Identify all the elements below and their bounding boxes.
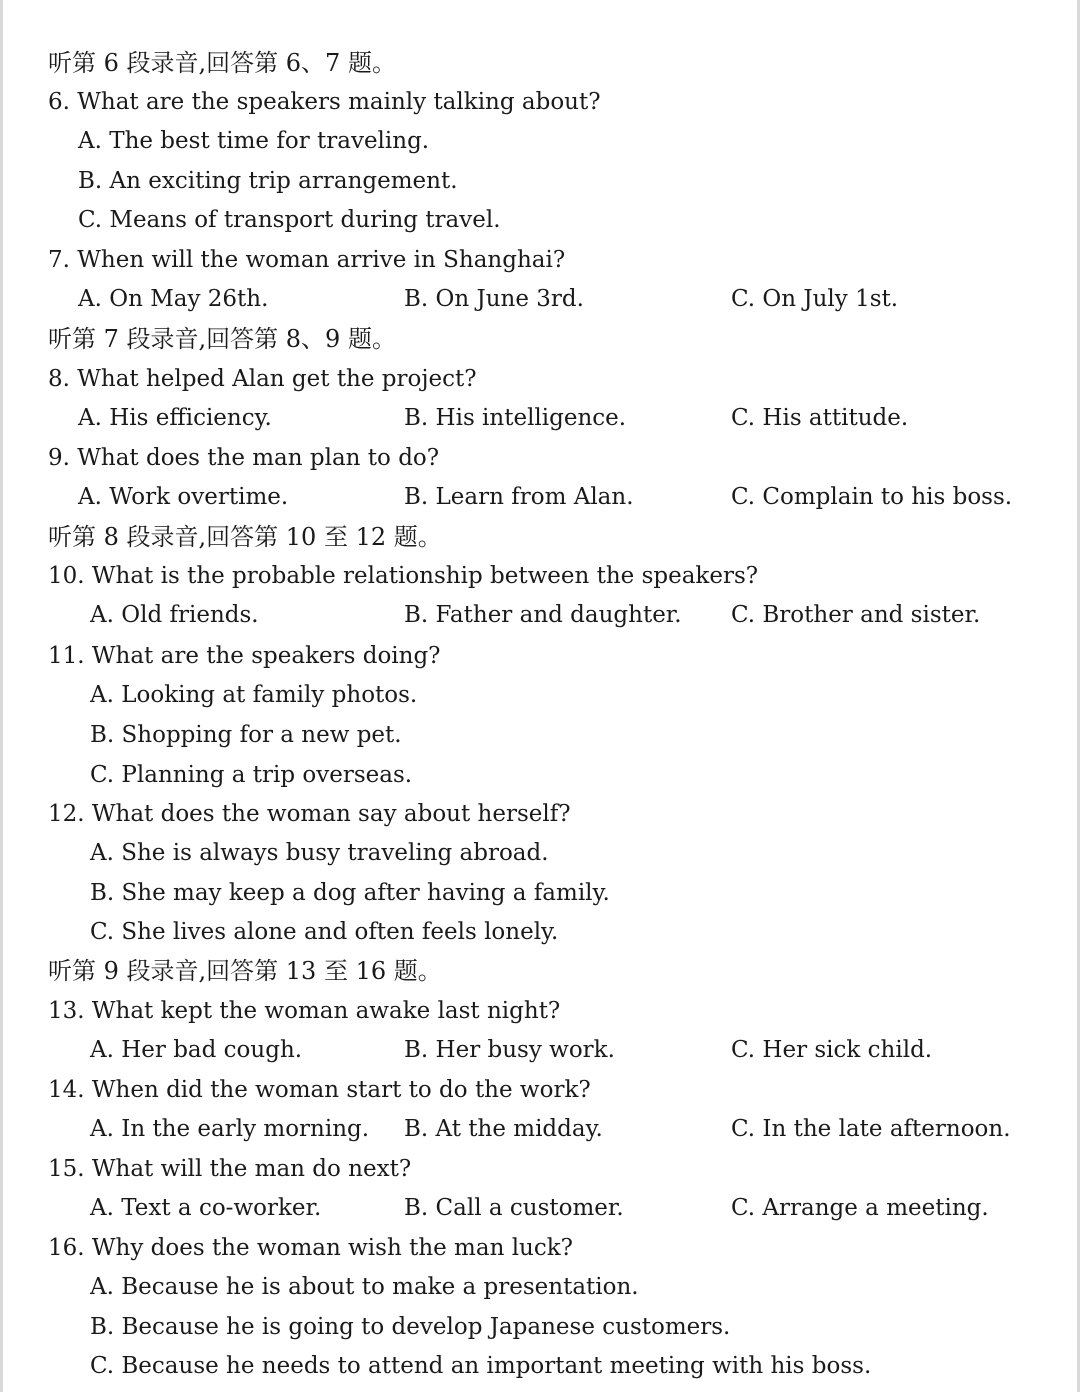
q9-option-c: C. Complain to his boss. (731, 484, 1013, 510)
section-heading-6: 听第 6 段录音,回答第 6、7 题。 (48, 49, 396, 77)
question-8: 8. What helped Alan get the project? (48, 366, 477, 392)
section-heading-8: 听第 8 段录音,回答第 10 至 12 题。 (48, 523, 442, 551)
q16-option-b: B. Because he is going to develop Japanese customers. (90, 1314, 731, 1340)
q9-option-a: A. Work overtime. (78, 484, 289, 510)
q6-option-a: A. The best time for traveling. (78, 128, 430, 154)
q15-option-a: A. Text a co-worker. (90, 1195, 322, 1221)
q10-option-c: C. Brother and sister. (731, 602, 981, 628)
q10-option-b: B. Father and daughter. (404, 602, 682, 628)
q13-option-c: C. Her sick child. (731, 1037, 933, 1063)
q11-option-c: C. Planning a trip overseas. (90, 762, 413, 788)
q15-option-c: C. Arrange a meeting. (731, 1195, 989, 1221)
q9-option-b: B. Learn from Alan. (404, 484, 634, 510)
question-11: 11. What are the speakers doing? (48, 643, 441, 669)
question-7: 7. When will the woman arrive in Shanghai? (48, 247, 566, 273)
q12-option-a: A. She is always busy traveling abroad. (90, 840, 549, 866)
question-13: 13. What kept the woman awake last night? (48, 998, 561, 1024)
q12-option-c: C. She lives alone and often feels lonely. (90, 919, 559, 945)
question-15: 15. What will the man do next? (48, 1156, 412, 1182)
q13-option-a: A. Her bad cough. (90, 1037, 303, 1063)
left-page-edge (0, 0, 3, 1392)
section-heading-7: 听第 7 段录音,回答第 8、9 题。 (48, 325, 396, 353)
question-12: 12. What does the woman say about herself? (48, 801, 571, 827)
q8-option-a: A. His efficiency. (78, 405, 272, 431)
q6-option-b: B. An exciting trip arrangement. (78, 168, 458, 194)
q8-option-c: C. His attitude. (731, 405, 909, 431)
q7-option-b: B. On June 3rd. (404, 286, 584, 312)
q6-option-c: C. Means of transport during travel. (78, 207, 501, 233)
question-6: 6. What are the speakers mainly talking about? (48, 89, 601, 115)
q12-option-b: B. She may keep a dog after having a family. (90, 880, 610, 906)
q14-option-b: B. At the midday. (404, 1116, 603, 1142)
q7-option-c: C. On July 1st. (731, 286, 899, 312)
q16-option-a: A. Because he is about to make a presentation. (90, 1274, 639, 1300)
question-14: 14. When did the woman start to do the work? (48, 1077, 591, 1103)
q8-option-b: B. His intelligence. (404, 405, 627, 431)
question-16: 16. Why does the woman wish the man luck? (48, 1235, 574, 1261)
question-9: 9. What does the man plan to do? (48, 445, 440, 471)
q14-option-a: A. In the early morning. (90, 1116, 370, 1142)
q11-option-b: B. Shopping for a new pet. (90, 722, 402, 748)
q7-option-a: A. On May 26th. (78, 286, 269, 312)
q11-option-a: A. Looking at family photos. (90, 682, 418, 708)
q15-option-b: B. Call a customer. (404, 1195, 624, 1221)
q14-option-c: C. In the late afternoon. (731, 1116, 1011, 1142)
q16-option-c: C. Because he needs to attend an important meeting with his boss. (90, 1353, 872, 1379)
q13-option-b: B. Her busy work. (404, 1037, 615, 1063)
question-10: 10. What is the probable relationship between the speakers? (48, 563, 759, 589)
section-heading-9: 听第 9 段录音,回答第 13 至 16 题。 (48, 957, 442, 985)
q10-option-a: A. Old friends. (90, 602, 259, 628)
